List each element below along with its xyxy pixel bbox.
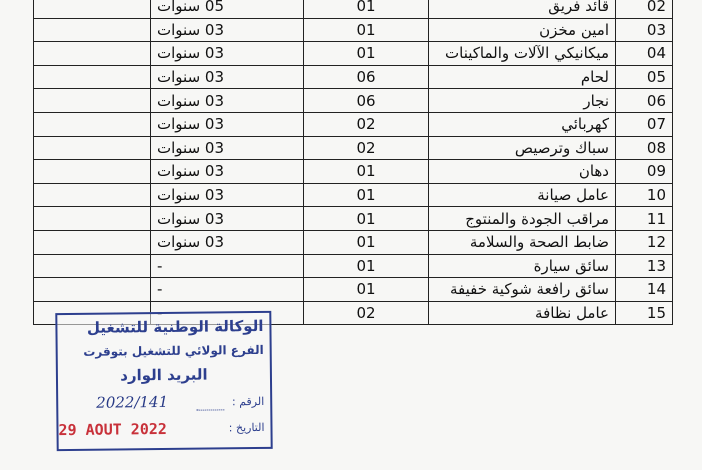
table-row xyxy=(34,230,673,254)
empty-cell xyxy=(34,278,151,302)
row-number-cell: 02 xyxy=(616,0,673,18)
experience-cell: 03 سنوات xyxy=(151,112,304,136)
job-title-cell: ضابط الصحة والسلامة xyxy=(429,230,616,254)
row-number-cell: 15 xyxy=(616,301,673,325)
stamp-branch-name: الفرع الولائي للتشغيل بتوقرت xyxy=(83,342,264,359)
empty-cell xyxy=(34,112,151,136)
empty-cell xyxy=(34,160,151,184)
table-row xyxy=(34,183,673,207)
count-cell: 01 xyxy=(304,230,429,254)
row-number-cell: 06 xyxy=(616,89,673,113)
experience-cell: 03 سنوات xyxy=(151,183,304,207)
table-row xyxy=(34,278,673,302)
job-title-cell: لحام xyxy=(429,65,616,89)
row-number-cell: 12 xyxy=(616,230,673,254)
job-title-cell: سباك وترصيص xyxy=(429,136,616,160)
empty-cell xyxy=(34,183,151,207)
empty-cell xyxy=(34,230,151,254)
count-cell: 06 xyxy=(304,89,429,113)
table-row xyxy=(34,0,673,18)
empty-cell xyxy=(34,89,151,113)
count-cell: 02 xyxy=(304,112,429,136)
experience-cell: 03 سنوات xyxy=(151,89,304,113)
experience-cell: 03 سنوات xyxy=(151,207,304,231)
row-number-cell: 09 xyxy=(616,160,673,184)
count-cell: 01 xyxy=(304,278,429,302)
experience-cell: - xyxy=(151,254,304,278)
job-title-cell: مراقب الجودة والمنتوج xyxy=(429,207,616,231)
count-cell: 01 xyxy=(304,254,429,278)
count-cell: 02 xyxy=(304,301,429,325)
row-number-cell: 08 xyxy=(616,136,673,160)
stamp-agency-name: الوكالة الوطنية للتشغيل xyxy=(86,316,264,337)
job-title-cell: كهربائي xyxy=(429,112,616,136)
row-number-cell: 04 xyxy=(616,42,673,66)
experience-cell: 03 سنوات xyxy=(151,230,304,254)
job-title-cell: نجار xyxy=(429,89,616,113)
count-cell: 01 xyxy=(304,160,429,184)
experience-cell: 03 سنوات xyxy=(151,65,304,89)
empty-cell xyxy=(34,65,151,89)
experience-cell: 03 سنوات xyxy=(151,160,304,184)
job-title-cell: عامل صيانة xyxy=(429,183,616,207)
count-cell: 06 xyxy=(304,65,429,89)
stamp-date-value: 29 AOUT 2022 xyxy=(58,419,167,440)
positions-table xyxy=(33,0,673,325)
row-number-cell: 03 xyxy=(616,18,673,42)
row-number-cell: 05 xyxy=(616,65,673,89)
experience-cell: - xyxy=(151,278,304,302)
row-number-cell: 10 xyxy=(616,183,673,207)
experience-cell: 03 سنوات xyxy=(151,18,304,42)
row-number-cell: 14 xyxy=(616,278,673,302)
job-title-cell: ميكانيكي الآلات والماكينات xyxy=(429,42,616,66)
row-number-cell: 07 xyxy=(616,112,673,136)
job-title-cell: سائق رافعة شوكية خفيفة xyxy=(429,278,616,302)
stamp-number-label: الرقم : xyxy=(231,394,265,409)
job-title-cell: سائق سيارة xyxy=(429,254,616,278)
count-cell: 01 xyxy=(304,42,429,66)
table-row xyxy=(34,89,673,113)
job-title-cell: عامل نظافة xyxy=(429,301,616,325)
count-cell: 01 xyxy=(304,18,429,42)
empty-cell xyxy=(34,207,151,231)
count-cell: 02 xyxy=(304,136,429,160)
job-title-cell: دهان xyxy=(429,160,616,184)
empty-cell xyxy=(34,254,151,278)
empty-cell xyxy=(34,136,151,160)
received-mail-stamp xyxy=(55,311,272,451)
table-row xyxy=(34,254,673,278)
empty-cell xyxy=(34,42,151,66)
table-row xyxy=(34,18,673,42)
count-cell: 01 xyxy=(304,183,429,207)
stamp-number-value: 2022/141 xyxy=(96,392,169,412)
table-row xyxy=(34,207,673,231)
table-row xyxy=(34,112,673,136)
count-cell: 01 xyxy=(304,0,429,18)
stamp-date-label: التاريخ : xyxy=(228,420,265,435)
job-title-cell: قائد فريق xyxy=(429,0,616,18)
experience-cell: 03 سنوات xyxy=(151,136,304,160)
job-title-cell: امين مخزن xyxy=(429,18,616,42)
table-row xyxy=(34,136,673,160)
stamp-date-line xyxy=(58,419,265,443)
table-row xyxy=(34,65,673,89)
experience-cell: 03 سنوات xyxy=(151,42,304,66)
table-row xyxy=(34,42,673,66)
row-number-cell: 13 xyxy=(616,254,673,278)
stamp-incoming-mail: البريد الوارد xyxy=(120,365,208,385)
table-row xyxy=(34,160,673,184)
stamp-number-line xyxy=(66,392,265,417)
experience-cell: 05 سنوات xyxy=(151,0,304,18)
row-number-cell: 11 xyxy=(616,207,673,231)
count-cell: 01 xyxy=(304,207,429,231)
empty-cell xyxy=(34,0,151,18)
empty-cell xyxy=(34,18,151,42)
